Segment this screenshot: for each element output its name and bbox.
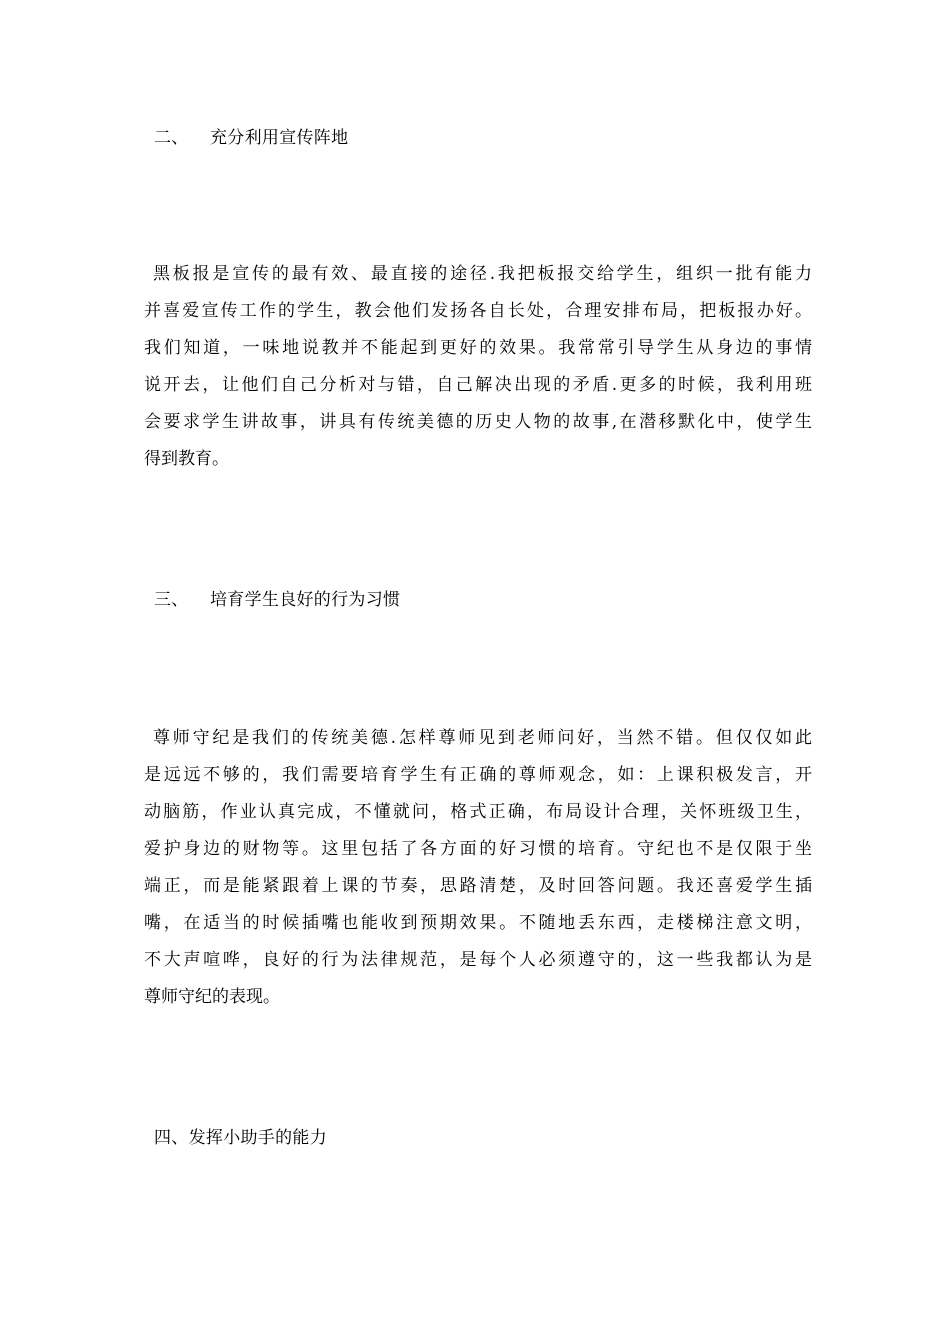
- paragraph-line: 会要求学生讲故事，讲具有传统美德的历史人物的故事,在潜移默化中，使学生: [144, 412, 812, 432]
- section-heading-4: [146, 1126, 327, 1150]
- paragraph-respect-teachers: [144, 720, 812, 1016]
- paragraph-line: 并喜爱宣传工作的学生，教会他们发扬各自长处，合理安排布局，把板报办好。: [144, 301, 812, 321]
- paragraph-line: 不大声喧哗，良好的行为法律规范，是每个人必须遵守的，这一些我都认为是: [144, 950, 812, 970]
- paragraph-line: 端正，而是能紧跟着上课的节奏，思路清楚，及时回答问题。我还喜爱学生插: [144, 876, 812, 896]
- paragraph-line: 说开去，让他们自己分析对与错，自己解决出现的矛盾.更多的时候，我利用班: [144, 375, 812, 395]
- section-heading-3: [146, 588, 400, 612]
- section-title: 充分利用宣传阵地: [210, 128, 349, 148]
- paragraph-line: 是远远不够的，我们需要培育学生有正确的尊师观念，如：上课积极发言，开: [144, 765, 812, 785]
- paragraph-line: 尊师守纪的表现。: [144, 987, 280, 1007]
- paragraph-line: 黑板报是宣传的最有效、最直接的途径.我把板报交给学生，组织一批有能力: [153, 264, 812, 284]
- section-title: 发挥小助手的能力: [188, 1128, 328, 1148]
- section-number: 二、: [154, 128, 189, 148]
- section-number: 四、: [154, 1128, 189, 1148]
- section-number: 三、: [154, 590, 189, 610]
- paragraph-line: 动脑筋，作业认真完成，不懂就问，格式正确，布局设计合理，关怀班级卫生，: [144, 802, 812, 822]
- paragraph-line: 得到教育。: [144, 449, 229, 469]
- section-title: 培育学生良好的行为习惯: [210, 590, 401, 610]
- paragraph-blackboard: [144, 256, 812, 478]
- paragraph-line: 尊师守纪是我们的传统美德.怎样尊师见到老师问好，当然不错。但仅仅如此: [153, 728, 812, 748]
- paragraph-line: 爱护身边的财物等。这里包括了各方面的好习惯的培育。守纪也不是仅限于坐: [144, 839, 812, 859]
- section-heading-2: [146, 126, 348, 150]
- paragraph-line: 我们知道，一味地说教并不能起到更好的效果。我常常引导学生从身边的事情: [144, 338, 812, 358]
- paragraph-line: 嘴，在适当的时候插嘴也能收到预期效果。不随地丢东西，走楼梯注意文明，: [144, 913, 812, 933]
